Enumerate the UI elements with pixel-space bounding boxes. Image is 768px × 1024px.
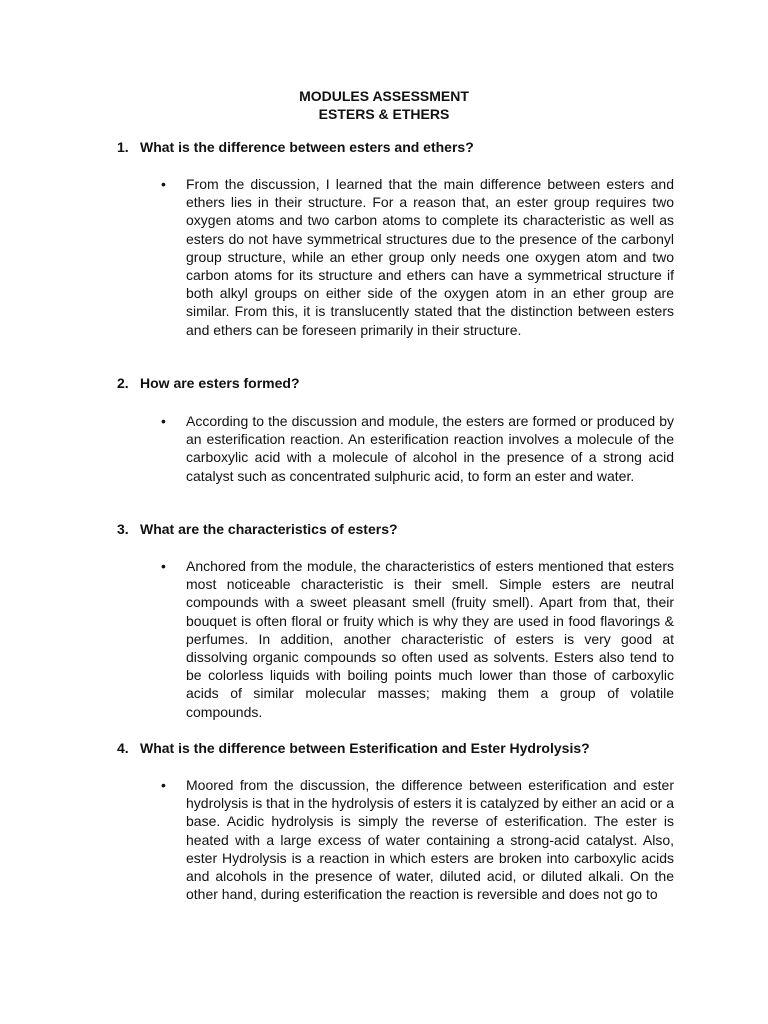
bullet-icon: • [161, 413, 166, 429]
answer-4: Moored from the discussion, the difference between esterification and ester hydrolysis is that in the hydrolysis of esters it is catalyzed by either an acid or a base. Acidic hydrolysis is simply the reverse of esterification. The ester is heated with a large excess of water containing a strong-acid catalyst. Also, ester Hydrolysis is a reaction in which esters are broken into carboxylic acids and alcohols in the presence of water, diluted acid, or diluted alkali. On the other hand, during esterification the reaction is reversible and does not go to [186, 777, 674, 903]
question-number: 1. [117, 139, 129, 155]
question-number: 4. [117, 740, 129, 756]
bullet-icon: • [161, 777, 166, 793]
question-3 [117, 520, 717, 538]
bullet-icon: • [161, 558, 166, 574]
question-text: How are esters formed? [140, 375, 300, 391]
title-line-2: ESTERS & ETHERS [318, 106, 450, 122]
answer-3: Anchored from the module, the characteristics of esters mentioned that esters most noticeable characteristic is their smell. Simple esters are neutral compounds with a sweet pleasant smell (fruity smell). Apart from that, their bouquet is often floral or fruity which is why they are used in food flavorings & perfumes. In addition, another characteristic of esters is very good at dissolving organic compounds so often used as solvents. Esters also tend to be colorless liquids with boiling points much lower than those of carboxylic acids of similar molecular masses; making them a group of volatile compounds. [186, 558, 674, 720]
question-text: What are the characteristics of esters? [140, 521, 398, 537]
question-number: 3. [117, 521, 129, 537]
question-2 [117, 374, 717, 392]
question-number: 2. [117, 375, 129, 391]
question-1 [117, 138, 717, 156]
bullet-icon: • [161, 176, 166, 192]
answer-2: According to the discussion and module, the esters are formed or produced by an esterification reaction. An esterification reaction involves a molecule of the carboxylic acid with a molecule of alcohol in the presence of a strong acid catalyst such as concentrated sulphuric acid, to form an ester and water. [186, 413, 674, 484]
document-title [0, 87, 768, 123]
question-text: What is the difference between esters and ethers? [140, 139, 474, 155]
title-line-1: MODULES ASSESSMENT [299, 88, 469, 104]
question-4 [117, 739, 717, 757]
answer-1: From the discussion, I learned that the main difference between esters and ethers lies in their structure. For a reason that, an ester group requires two oxygen atoms and two carbon atoms to complete its characteristic as well as esters do not have symmetrical structures due to the presence of the carbonyl group structure, while an ether group only needs one oxygen atom and two carbon atoms for its structure and ethers can have a symmetrical structure if both alkyl groups on either side of the oxygen atom in an ether group are similar. From this, it is translucently stated that the distinction between esters and ethers can be foreseen primarily in their structure. [186, 176, 674, 338]
question-text: What is the difference between Esterification and Ester Hydrolysis? [140, 740, 590, 756]
